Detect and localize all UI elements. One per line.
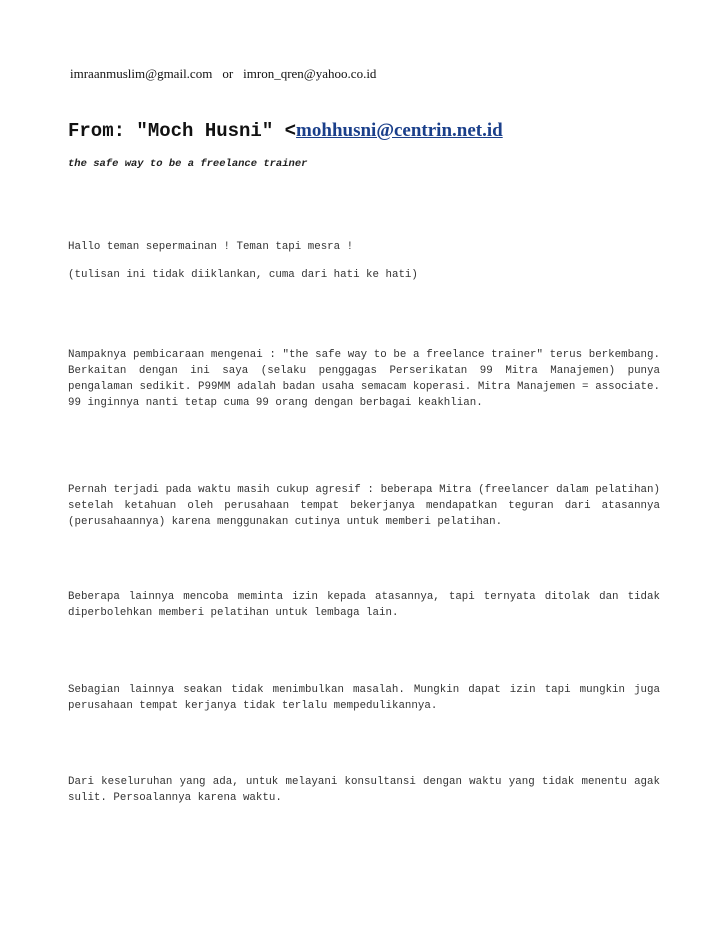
paragraph-conclusion: Dari keseluruhan yang ada, untuk melayani konsultansi dengan waktu yang tidak menentu agak sulit. Persoalannya karena waktu. <box>68 776 660 804</box>
paragraph-intro: Nampaknya pembicaraan mengenai : "the safe way to be a freelance trainer" terus berkembang. Berkaitan dengan ini saya (selaku penggagas Perserikatan 99 Mitra Manajemen) punya pengalaman sedikit. P99MM adalah badan usaha semacam koperasi. Mitra Manajemen = associate. 99 inginnya nanti tetap cuma 99 orang dengan berbagai keakhlian. <box>68 349 660 409</box>
paragraph-note: (tulisan ini tidak diiklankan, cuma dari hati ke hati) <box>68 269 418 281</box>
paragraph-others: Sebagian lainnya seakan tidak menimbulkan masalah. Mungkin dapat izin tapi mungkin juga perusahaan tempat kerjanya tidak terlalu mempedulikannya. <box>68 684 660 712</box>
paragraph-experience: Pernah terjadi pada waktu masih cukup agresif : beberapa Mitra (freelancer dalam pelatihan) setelah ketahuan oleh perusahaan tempat bekerjanya mendapatkan teguran dari atasannya (perusahaannya) karena menggunakan cutinya untuk memberi pelatihan. <box>68 484 660 528</box>
subtitle: the safe way to be a freelance trainer <box>68 158 308 170</box>
email-secondary: imron_qren@yahoo.co.id <box>243 66 377 81</box>
contact-emails <box>70 66 376 82</box>
paragraph-greeting: Hallo teman sepermainan ! Teman tapi mesra ! <box>68 241 354 253</box>
from-line <box>68 120 503 142</box>
from-email-link[interactable]: mohhusni@centrin.net.id <box>296 120 503 141</box>
paragraph-permission: Beberapa lainnya mencoba meminta izin kepada atasannya, tapi ternyata ditolak dan tidak diperbolehkan memberi pelatihan untuk lembaga lain. <box>68 591 660 619</box>
email-separator: or <box>222 66 234 81</box>
email-primary: imraanmuslim@gmail.com <box>70 66 213 81</box>
from-prefix: From: "Moch Husni" < <box>68 120 297 142</box>
